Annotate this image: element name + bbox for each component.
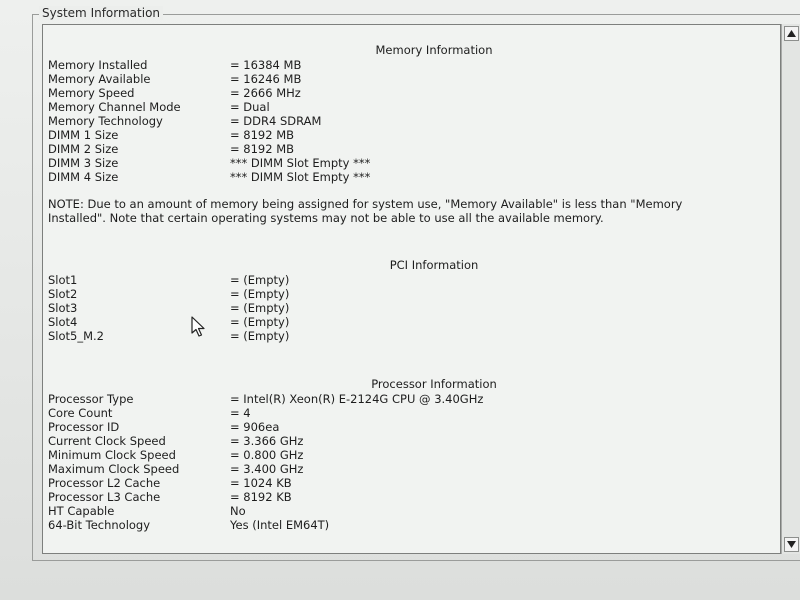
row-label: Slot5_M.2 xyxy=(48,329,105,343)
row-value: = (Empty) xyxy=(230,287,290,301)
memory-row-installed xyxy=(48,58,768,72)
processor-row-current-clock xyxy=(48,434,768,448)
row-value: Yes (Intel EM64T) xyxy=(230,518,330,532)
row-label: Core Count xyxy=(48,406,113,420)
triangle-down-icon xyxy=(787,541,796,548)
processor-row-id xyxy=(48,420,768,434)
memory-row-dimm4 xyxy=(48,170,768,184)
processor-row-min-clock xyxy=(48,448,768,462)
memory-row-available xyxy=(48,72,768,86)
row-value: = (Empty) xyxy=(230,301,290,315)
memory-note: NOTE: Due to an amount of memory being assigned for system use, "Memory Available" is less than "Memory Installed". Note that certain operating systems may not be able to use all the available memory. xyxy=(48,197,683,225)
scroll-down-button[interactable] xyxy=(784,537,799,552)
row-label: 64-Bit Technology xyxy=(48,518,151,532)
row-value: = 3.366 GHz xyxy=(230,434,304,448)
row-label: Maximum Clock Speed xyxy=(48,462,180,476)
memory-section-title: Memory Information xyxy=(375,43,493,57)
memory-row-dimm1 xyxy=(48,128,768,142)
processor-row-max-clock xyxy=(48,462,768,476)
row-value: = 4 xyxy=(230,406,251,420)
info-panel[interactable] xyxy=(42,24,781,554)
pci-row-slot1 xyxy=(48,273,768,287)
row-label: Memory Speed xyxy=(48,86,135,100)
row-value: = (Empty) xyxy=(230,315,290,329)
row-label: Slot4 xyxy=(48,315,78,329)
row-label: DIMM 4 Size xyxy=(48,170,119,184)
mouse-pointer-icon xyxy=(190,316,210,338)
processor-row-core-count xyxy=(48,406,768,420)
row-label: Minimum Clock Speed xyxy=(48,448,176,462)
row-label: Memory Available xyxy=(48,72,151,86)
memory-row-channel-mode xyxy=(48,100,768,114)
scroll-up-button[interactable] xyxy=(784,26,799,41)
processor-row-ht-capable xyxy=(48,504,768,518)
row-value: = 906ea xyxy=(230,420,280,434)
row-label: DIMM 2 Size xyxy=(48,142,119,156)
memory-row-speed xyxy=(48,86,768,100)
pci-rows xyxy=(48,273,768,343)
triangle-up-icon xyxy=(787,30,796,37)
pci-row-slot2 xyxy=(48,287,768,301)
pci-row-slot5-m2 xyxy=(48,329,768,343)
processor-section-title: Processor Information xyxy=(371,377,497,391)
row-label: Memory Technology xyxy=(48,114,163,128)
row-label: Slot1 xyxy=(48,273,78,287)
memory-row-dimm2 xyxy=(48,142,768,156)
row-value: = 1024 KB xyxy=(230,476,292,490)
row-label: Processor ID xyxy=(48,420,120,434)
row-value: No xyxy=(230,504,246,518)
processor-row-l3-cache xyxy=(48,490,768,504)
pci-row-slot3 xyxy=(48,301,768,315)
row-value: = 8192 KB xyxy=(230,490,292,504)
pci-section-title: PCI Information xyxy=(389,258,479,272)
row-label: Memory Channel Mode xyxy=(48,100,181,114)
info-content xyxy=(48,43,768,532)
memory-row-technology xyxy=(48,114,768,128)
row-value: = (Empty) xyxy=(230,273,290,287)
row-value: = DDR4 SDRAM xyxy=(230,114,322,128)
row-label: Processor L2 Cache xyxy=(48,476,161,490)
row-value: = 16246 MB xyxy=(230,72,302,86)
pci-row-slot4 xyxy=(48,315,768,329)
row-value: *** DIMM Slot Empty *** xyxy=(230,156,371,170)
row-label: Current Clock Speed xyxy=(48,434,166,448)
row-value: = Intel(R) Xeon(R) E-2124G CPU @ 3.40GHz xyxy=(230,392,484,406)
row-label: DIMM 3 Size xyxy=(48,156,119,170)
row-label: Slot3 xyxy=(48,301,78,315)
row-value: = 2666 MHz xyxy=(230,86,301,100)
groupbox-title: System Information xyxy=(39,6,163,20)
row-value: *** DIMM Slot Empty *** xyxy=(230,170,371,184)
processor-row-l2-cache xyxy=(48,476,768,490)
memory-row-dimm3 xyxy=(48,156,768,170)
row-value: = 8192 MB xyxy=(230,128,295,142)
row-label: DIMM 1 Size xyxy=(48,128,119,142)
vertical-scrollbar[interactable] xyxy=(781,24,800,554)
memory-rows xyxy=(48,58,768,184)
processor-rows xyxy=(48,392,768,532)
row-label: Processor L3 Cache xyxy=(48,490,161,504)
row-value: = 16384 MB xyxy=(230,58,302,72)
row-value: = 8192 MB xyxy=(230,142,295,156)
row-label: Memory Installed xyxy=(48,58,148,72)
row-label: Processor Type xyxy=(48,392,134,406)
row-value: = (Empty) xyxy=(230,329,290,343)
row-label: Slot2 xyxy=(48,287,78,301)
row-label: HT Capable xyxy=(48,504,115,518)
processor-row-64bit xyxy=(48,518,768,532)
processor-row-type xyxy=(48,392,768,406)
row-value: = 0.800 GHz xyxy=(230,448,304,462)
row-value: = 3.400 GHz xyxy=(230,462,304,476)
row-value: = Dual xyxy=(230,100,270,114)
